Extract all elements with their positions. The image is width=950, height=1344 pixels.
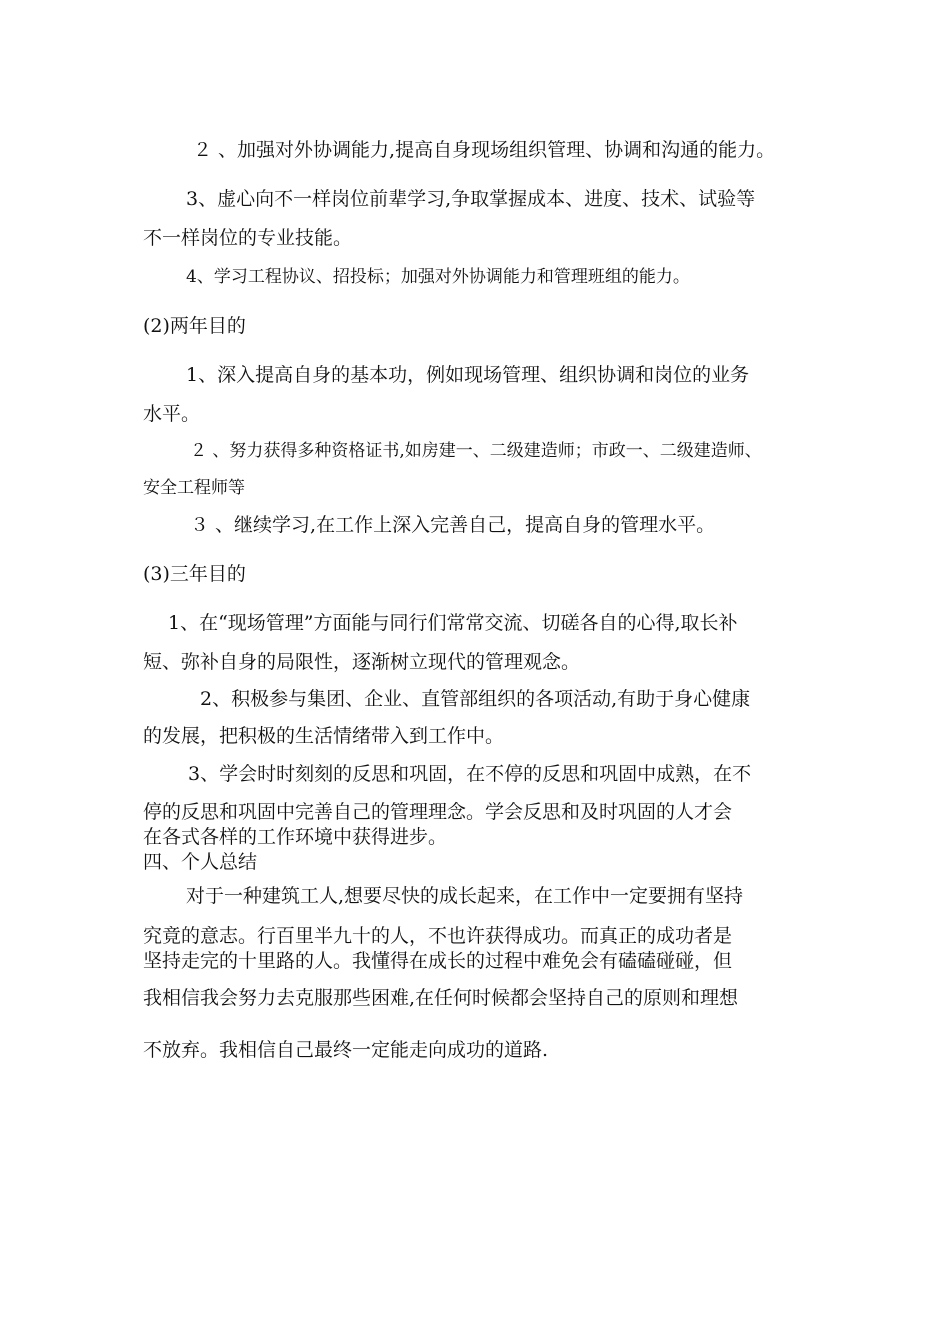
text-line: 3、虚心向不一样岗位前辈学习,争取掌握成本、进度、技术、试验等 [186,188,756,210]
text-line: 不一样岗位的专业技能。 [143,227,353,249]
text-line: 我相信我会努力去克服那些困难,在任何时候都会坚持自己的原则和理想 [143,987,739,1009]
text-line: 坚持走完的十里路的人。我懂得在成长的过程中难免会有磕磕碰碰，但 [143,950,733,972]
text-line: 短、弥补自身的局限性，逐渐树立现代的管理观念。 [143,651,581,673]
text-line: 不放弃。我相信自己最终一定能走向成功的道路. [143,1039,549,1061]
text-line: 3、学会时时刻刻的反思和巩固，在不停的反思和巩固中成熟，在不 [188,763,752,785]
text-line: ２ 、加强对外协调能力,提高自身现场组织管理、协调和沟通的能力。 [193,139,776,161]
text-line: 对于一种建筑工人,想要尽快的成长起来，在工作中一定要拥有坚持 [186,885,744,907]
text-line: 安全工程师等 [143,478,245,498]
text-line: ２ 、努力获得多种资格证书,如房建一、二级建造师；市政一、二级建造师、 [190,441,762,461]
text-line: 4、学习工程协议、招投标；加强对外协调能力和管理班组的能力。 [186,267,690,287]
text-line: 1、深入提高自身的基本功，例如现场管理、组织协调和岗位的业务 [186,364,750,386]
text-line: 1、在“现场管理”方面能与同行们常常交流、切磋各自的心得,取长补 [168,612,738,634]
text-line: 水平。 [143,403,201,425]
text-line: 2、积极参与集团、企业、直管部组织的各项活动,有助于身心健康 [200,688,751,710]
section-heading: (2)两年目的 [143,315,246,337]
text-line: 停的反思和巩固中完善自己的管理理念。学会反思和及时巩固的人才会 [143,801,733,823]
text-line: ３ 、继续学习,在工作上深入完善自己，提高自身的管理水平。 [190,514,716,536]
text-line: 的发展，把积极的生活情绪带入到工作中。 [143,725,505,747]
section-heading: (3)三年目的 [143,563,246,585]
text-line: 在各式各样的工作环境中获得进步。 [143,826,448,848]
text-line: 究竟的意志。行百里半九十的人，不也许获得成功。而真正的成功者是 [143,925,733,947]
section-heading: 四、个人总结 [143,851,258,873]
